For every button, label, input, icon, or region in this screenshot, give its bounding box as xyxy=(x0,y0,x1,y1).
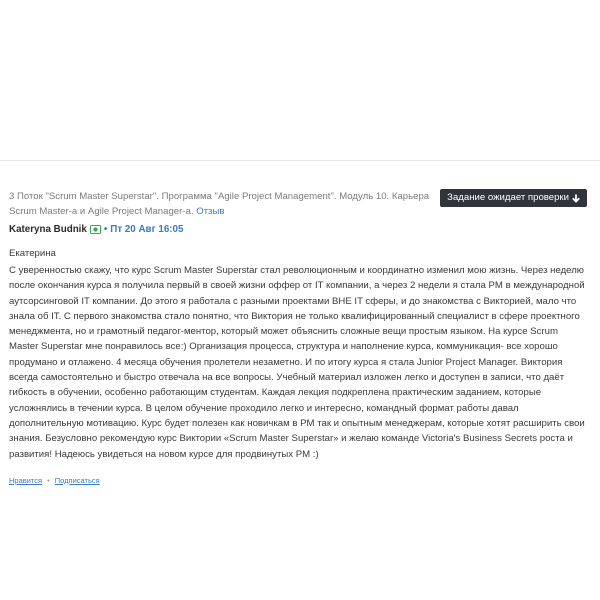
author-name[interactable]: Kateryna Budnik xyxy=(9,224,87,235)
subscribe-link[interactable]: Подписаться xyxy=(54,475,100,485)
review-body: С уверенностью скажу, что курс Scrum Master Superstar стал революционным и координатно изменил мою жизнь. Через неделю после окончания курса я получила первый в своей жизни оффер от IT компании, а через 2 недели я стала PM в международной аутсорсинговой IT компании. До этого я работала с разными проектами ВНЕ IT сферы, и до знакомства с Викторией, мало что знала об IT. С первого знакомства стало понятно, что Виктория не только квалифицированный специалист в сфере проектного менеджмента, но и грамотный педагог-ментор, который может объяснить сложные вещи простым языком. На курсе Scrum Master Superstar мне понравилось все:) Организация процесса, структура и наполнение курса, коммуникация- все хорошо продумано и отлажено. 4 месяца обучения пролетели незаметно. И по итогу курса я стала Junior Project Manager. Виктория всегда самостоятельно и быстро отвечала на все вопросы. Учебный материал изложен легко и доступен в записи, что даёт гибкость в обучении, особенно работающим студентам. Каждая лекция подкреплена практическим заданием, которые усложнялись в течении курса. В целом обучение проходило легко и интересно, командный формат работы давал дополнительную мотивацию. Курс будет полезен как новичкам в PM так и опытным менеджерам, которые хотят расширить свои знания. Безусловно рекомендую курс Виктории «Scrum Master Superstar» и желаю команде Victoria's Business Secrets роста и развития! Надеюсь увидеться на новом курсе для продвинутых PM :) xyxy=(9,265,585,460)
awaiting-review-button[interactable] xyxy=(440,189,587,207)
top-divider xyxy=(0,160,600,161)
review-link[interactable]: Отзыв xyxy=(196,206,225,217)
actions-separator: • xyxy=(47,475,50,485)
meta-separator: • xyxy=(103,224,108,235)
arrow-down-icon xyxy=(572,194,580,203)
awaiting-review-label: Задание ожидает проверки xyxy=(447,192,569,203)
post-meta xyxy=(9,222,589,237)
verified-badge-icon xyxy=(90,225,101,234)
review-post xyxy=(9,189,589,487)
post-actions xyxy=(9,475,589,487)
like-link[interactable]: Нравится xyxy=(9,475,43,485)
review-greeting: Екатерина xyxy=(9,248,56,259)
post-date: Пт 20 Авг 16:05 xyxy=(110,224,184,235)
assignment-context-text: 3 Поток "Scrum Master Superstar". Программа "Agile Project Management". Модуль 10. Карьера Scrum Master-а и Agile Project Manager-а. xyxy=(9,191,430,217)
assignment-context xyxy=(9,189,434,219)
